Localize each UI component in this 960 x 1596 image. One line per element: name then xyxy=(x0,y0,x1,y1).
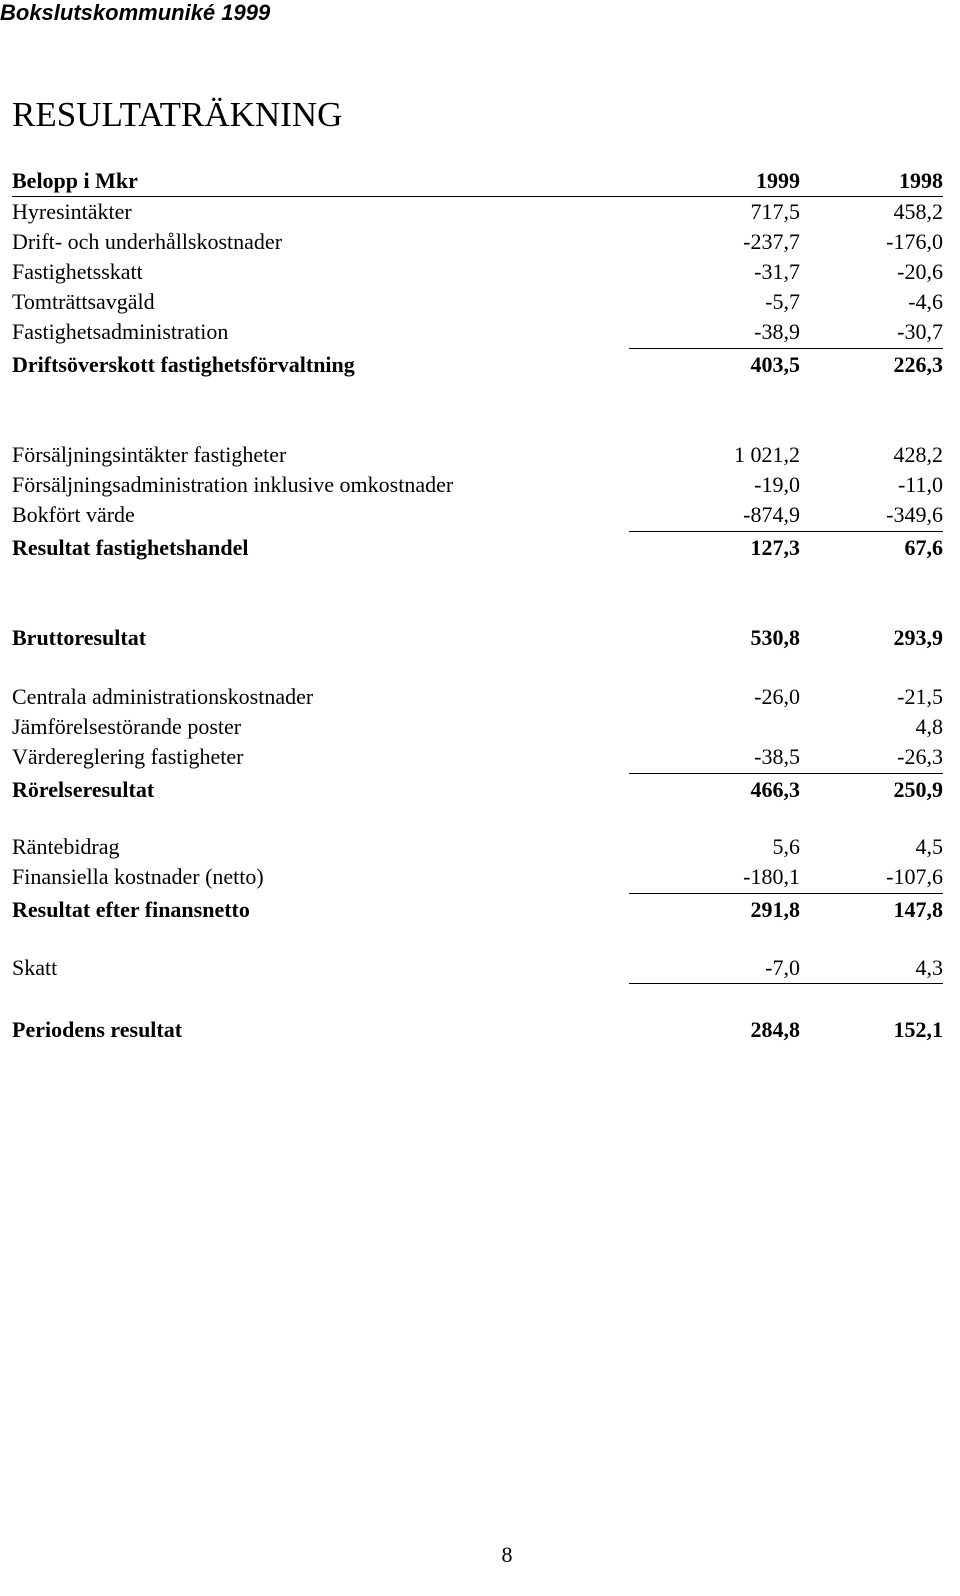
row-label: Driftsöverskott fastighetsförvaltning xyxy=(12,352,355,377)
value-1998: -26,3 xyxy=(897,744,943,769)
value-1998: -349,6 xyxy=(886,502,943,527)
row-label: Försäljningsadministration inklusive omkostnader xyxy=(12,472,454,497)
row-label: Centrala administrationskostnader xyxy=(12,684,314,709)
subtotal-row xyxy=(12,892,943,925)
value-1998: 4,5 xyxy=(915,834,943,859)
row-label: Resultat fastighetshandel xyxy=(12,535,249,560)
table-row xyxy=(12,470,943,500)
table-row xyxy=(12,832,943,862)
table-row xyxy=(12,257,943,287)
value-1998: 293,9 xyxy=(893,625,943,650)
value-1999: 1 021,2 xyxy=(734,442,800,467)
section-spacer xyxy=(12,983,943,1012)
row-label: Finansiella kostnader (netto) xyxy=(12,864,264,889)
value-1998: -107,6 xyxy=(886,864,943,889)
income-statement-table xyxy=(12,166,943,1048)
row-label: Värdereglering fastigheter xyxy=(12,744,244,769)
value-1998: 458,2 xyxy=(893,199,943,224)
value-1998: 67,6 xyxy=(904,535,943,560)
row-label: Fastighetsskatt xyxy=(12,259,143,284)
value-1999: -7,0 xyxy=(765,955,800,980)
value-1999: -180,1 xyxy=(743,864,800,889)
value-1999: 5,6 xyxy=(772,834,800,859)
value-1998: -4,6 xyxy=(908,289,943,314)
value-1999: -38,5 xyxy=(754,744,800,769)
table-row xyxy=(12,227,943,257)
table-row xyxy=(12,862,943,892)
value-1999: -19,0 xyxy=(754,472,800,497)
table-row xyxy=(12,742,943,772)
value-1998: 4,3 xyxy=(915,955,943,980)
value-1998: 226,3 xyxy=(893,352,943,377)
value-1998: -20,6 xyxy=(897,259,943,284)
value-1998: 4,8 xyxy=(915,714,943,739)
value-1998: -21,5 xyxy=(897,684,943,709)
value-1999: -874,9 xyxy=(743,502,800,527)
table-row xyxy=(12,287,943,317)
column-header-label: Belopp i Mkr xyxy=(12,168,138,193)
column-header-1998: 1998 xyxy=(899,168,943,193)
table-row xyxy=(12,440,943,470)
value-1999: -5,7 xyxy=(765,289,800,314)
row-label: Bokfört värde xyxy=(12,502,135,527)
table-row xyxy=(12,317,943,347)
value-1999: -31,7 xyxy=(754,259,800,284)
section-spacer xyxy=(12,563,943,623)
value-1998: -30,7 xyxy=(897,319,943,344)
column-header-1999: 1999 xyxy=(756,168,800,193)
section-spacer xyxy=(12,380,943,440)
value-1999: 403,5 xyxy=(750,352,800,377)
value-1998: 250,9 xyxy=(893,777,943,802)
row-label: Försäljningsintäkter fastigheter xyxy=(12,442,287,467)
value-1999: 717,5 xyxy=(750,199,800,224)
value-1998: -11,0 xyxy=(897,472,943,497)
row-label: Fastighetsadministration xyxy=(12,319,229,344)
value-1999: 466,3 xyxy=(750,777,800,802)
table-row xyxy=(12,197,943,227)
total-row xyxy=(12,623,943,653)
subtotal-row xyxy=(12,530,943,563)
row-label: Skatt xyxy=(12,955,58,980)
value-1999: 530,8 xyxy=(750,625,800,650)
table-row xyxy=(12,712,943,742)
section-spacer xyxy=(12,805,943,832)
statement-title: RESULTATRÄKNING xyxy=(12,95,343,134)
value-1998: 152,1 xyxy=(893,1017,943,1042)
row-label: Periodens resultat xyxy=(12,1017,183,1042)
value-1999: -237,7 xyxy=(743,229,800,254)
row-label: Räntebidrag xyxy=(12,834,120,859)
value-1999: 127,3 xyxy=(750,535,800,560)
row-label: Tomträttsavgäld xyxy=(12,289,155,314)
row-label: Hyresintäkter xyxy=(12,199,132,224)
value-1998: -176,0 xyxy=(886,229,943,254)
value-1999: 291,8 xyxy=(750,897,800,922)
value-1999: -26,0 xyxy=(754,684,800,709)
row-label: Resultat efter finansnetto xyxy=(12,897,250,922)
subtotal-row xyxy=(12,347,943,380)
row-label: Jämförelsestörande poster xyxy=(12,714,242,739)
subtotal-row xyxy=(12,772,943,805)
page-number: 8 xyxy=(501,1542,513,1567)
row-label: Bruttoresultat xyxy=(12,625,147,650)
section-spacer xyxy=(12,653,943,682)
row-label: Drift- och underhållskostnader xyxy=(12,229,283,254)
column-header-row xyxy=(12,166,943,197)
table-row xyxy=(12,682,943,712)
value-1999: -38,9 xyxy=(754,319,800,344)
table-row xyxy=(12,953,943,983)
row-label: Rörelseresultat xyxy=(12,777,155,802)
grand-total-row xyxy=(12,1012,943,1048)
value-1998: 428,2 xyxy=(893,442,943,467)
table-row xyxy=(12,500,943,530)
section-spacer xyxy=(12,925,943,953)
running-header: Bokslutskommuniké 1999 xyxy=(0,0,271,25)
value-1998: 147,8 xyxy=(893,897,943,922)
value-1999: 284,8 xyxy=(750,1017,800,1042)
